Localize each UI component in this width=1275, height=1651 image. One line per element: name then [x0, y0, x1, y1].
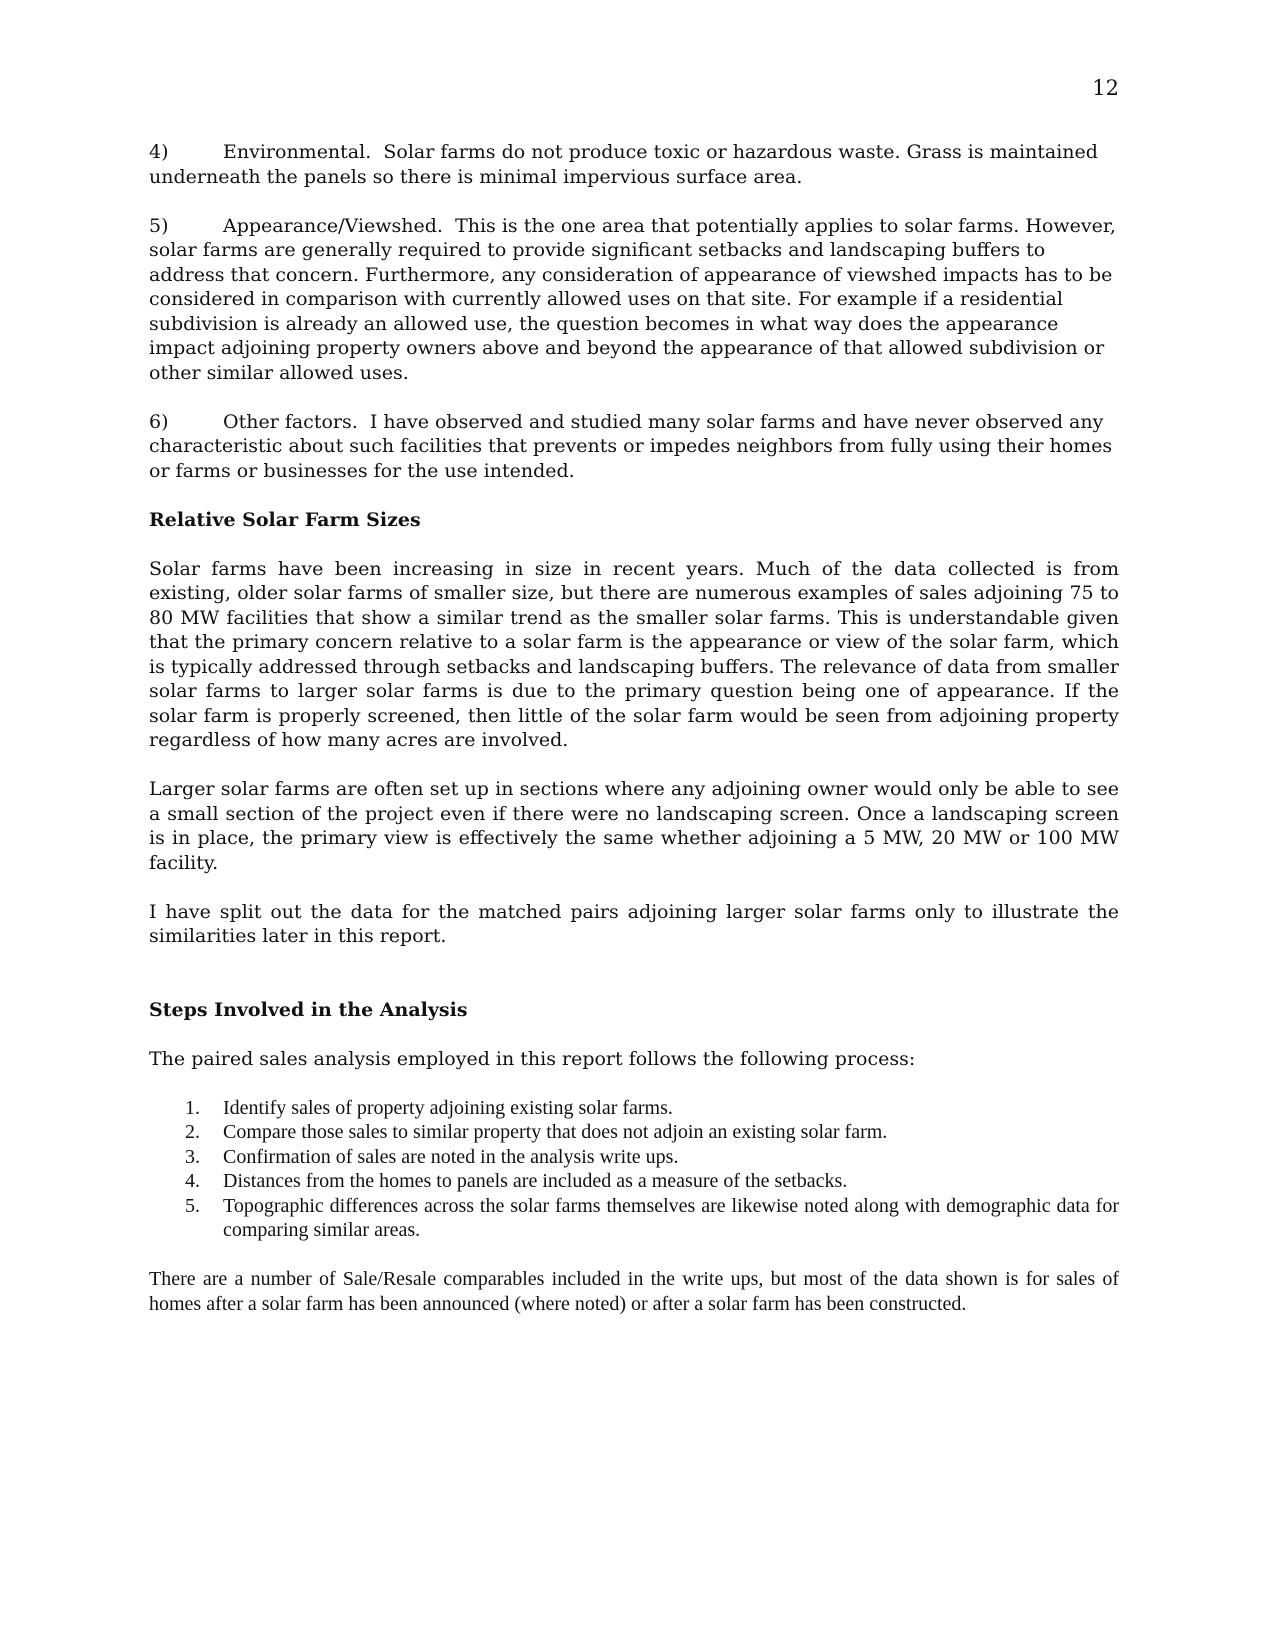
list-item-text: Confirmation of sales are noted in the analysis write ups.: [223, 1145, 679, 1168]
sizes-paragraph-2: Larger solar farms are often set up in sections where any adjoining owner would only be able to see a small section of the project even if there were no landscaping screen. Once a landscaping screen is in place, the primary view is effectively the same whether adjoining a 5 MW, 20 MW or 100 MW facility.: [149, 778, 1119, 874]
list-item-text: Distances from the homes to panels are included as a measure of the setbacks.: [223, 1170, 848, 1192]
steps-list: [149, 1096, 1119, 1243]
steps-intro: The paired sales analysis employed in this report follows the following process:: [149, 1047, 916, 1070]
factor-other: [149, 410, 1119, 484]
factor-number: 4): [149, 141, 169, 163]
list-item: [149, 1145, 1119, 1170]
factor-text: This is the one area that potentially applies to solar farms. However, solar farms are generally required to provide significant setbacks and landscaping buffers to address that concern. Furthermore, any consideration of appearance of viewshed impacts has to be considered in comparison with currently allowed uses on that site. For example if a residential subdivision is already an allowed use, the question becomes in what way does the appearance impact adjoining property owners above and beyond the appearance of that allowed subdivision or other similar allowed uses.: [149, 214, 1116, 384]
factor-title: Environmental.: [223, 141, 372, 163]
list-item-number: 4.: [185, 1170, 200, 1192]
factor-title: Other factors.: [223, 410, 358, 433]
factor-environmental: [149, 140, 1119, 189]
factor-number: 6): [149, 410, 169, 433]
list-item: [149, 1194, 1119, 1243]
page-number: 12: [1092, 76, 1119, 100]
list-item: [149, 1096, 1119, 1121]
list-item-text: Compare those sales to similar property that does not adjoin an existing solar farm.: [223, 1121, 888, 1143]
list-item-number: 5.: [185, 1194, 200, 1217]
heading-steps: Steps Involved in the Analysis: [149, 998, 468, 1021]
sizes-paragraph-3: I have split out the data for the matched pairs adjoining larger solar farms only to illustrate the similarities later in this report.: [149, 900, 1119, 947]
factor-title: Appearance/Viewshed.: [223, 214, 443, 237]
heading-relative-sizes: Relative Solar Farm Sizes: [149, 508, 421, 531]
factor-text: I have observed and studied many solar farms and have never observed any characteristic about such facilities that prevents or impedes neighbors from fully using their homes or farms or businesses for the use intended.: [149, 410, 1113, 482]
list-item: [149, 1169, 1119, 1194]
list-item: [149, 1120, 1119, 1145]
factor-number: 5): [149, 214, 169, 237]
list-item-number: 2.: [185, 1121, 200, 1143]
sizes-paragraph-1: Solar farms have been increasing in size in recent years. Much of the data collected is from existing, older solar farms of smaller size, but there are numerous examples of sales adjoining 75 to 80 MW facilities that show a similar trend as the smaller solar farms. This is understandable given that the primary concern relative to a solar farm is the appearance or view of the solar farm, which is typically addressed through setbacks and landscaping buffers. The relevance of data from smaller solar farms to larger solar farms is due to the primary question being one of appearance. If the solar farm is properly screened, then little of the solar farm would be seen from adjoining property regardless of how many acres are involved.: [149, 557, 1119, 751]
factor-appearance: [149, 214, 1119, 386]
factor-text: Solar farms do not produce toxic or hazardous waste. Grass is maintained underneath the panels so there is minimal impervious surface area.: [149, 141, 1098, 188]
section-spacer: [149, 973, 1119, 998]
page-content: [149, 140, 1119, 1341]
list-item-text: Topographic differences across the solar farms themselves are likewise noted along with demographic data for comparing similar areas.: [223, 1194, 1119, 1241]
list-item-text: Identify sales of property adjoining existing solar farms.: [223, 1096, 673, 1119]
list-item-number: 3.: [185, 1145, 200, 1168]
steps-closing-paragraph: There are a number of Sale/Resale comparables included in the write ups, but most of the data shown is for sales of homes after a solar farm has been announced (where noted) or after a solar farm has been constructed.: [149, 1268, 1119, 1315]
list-item-number: 1.: [185, 1096, 200, 1119]
